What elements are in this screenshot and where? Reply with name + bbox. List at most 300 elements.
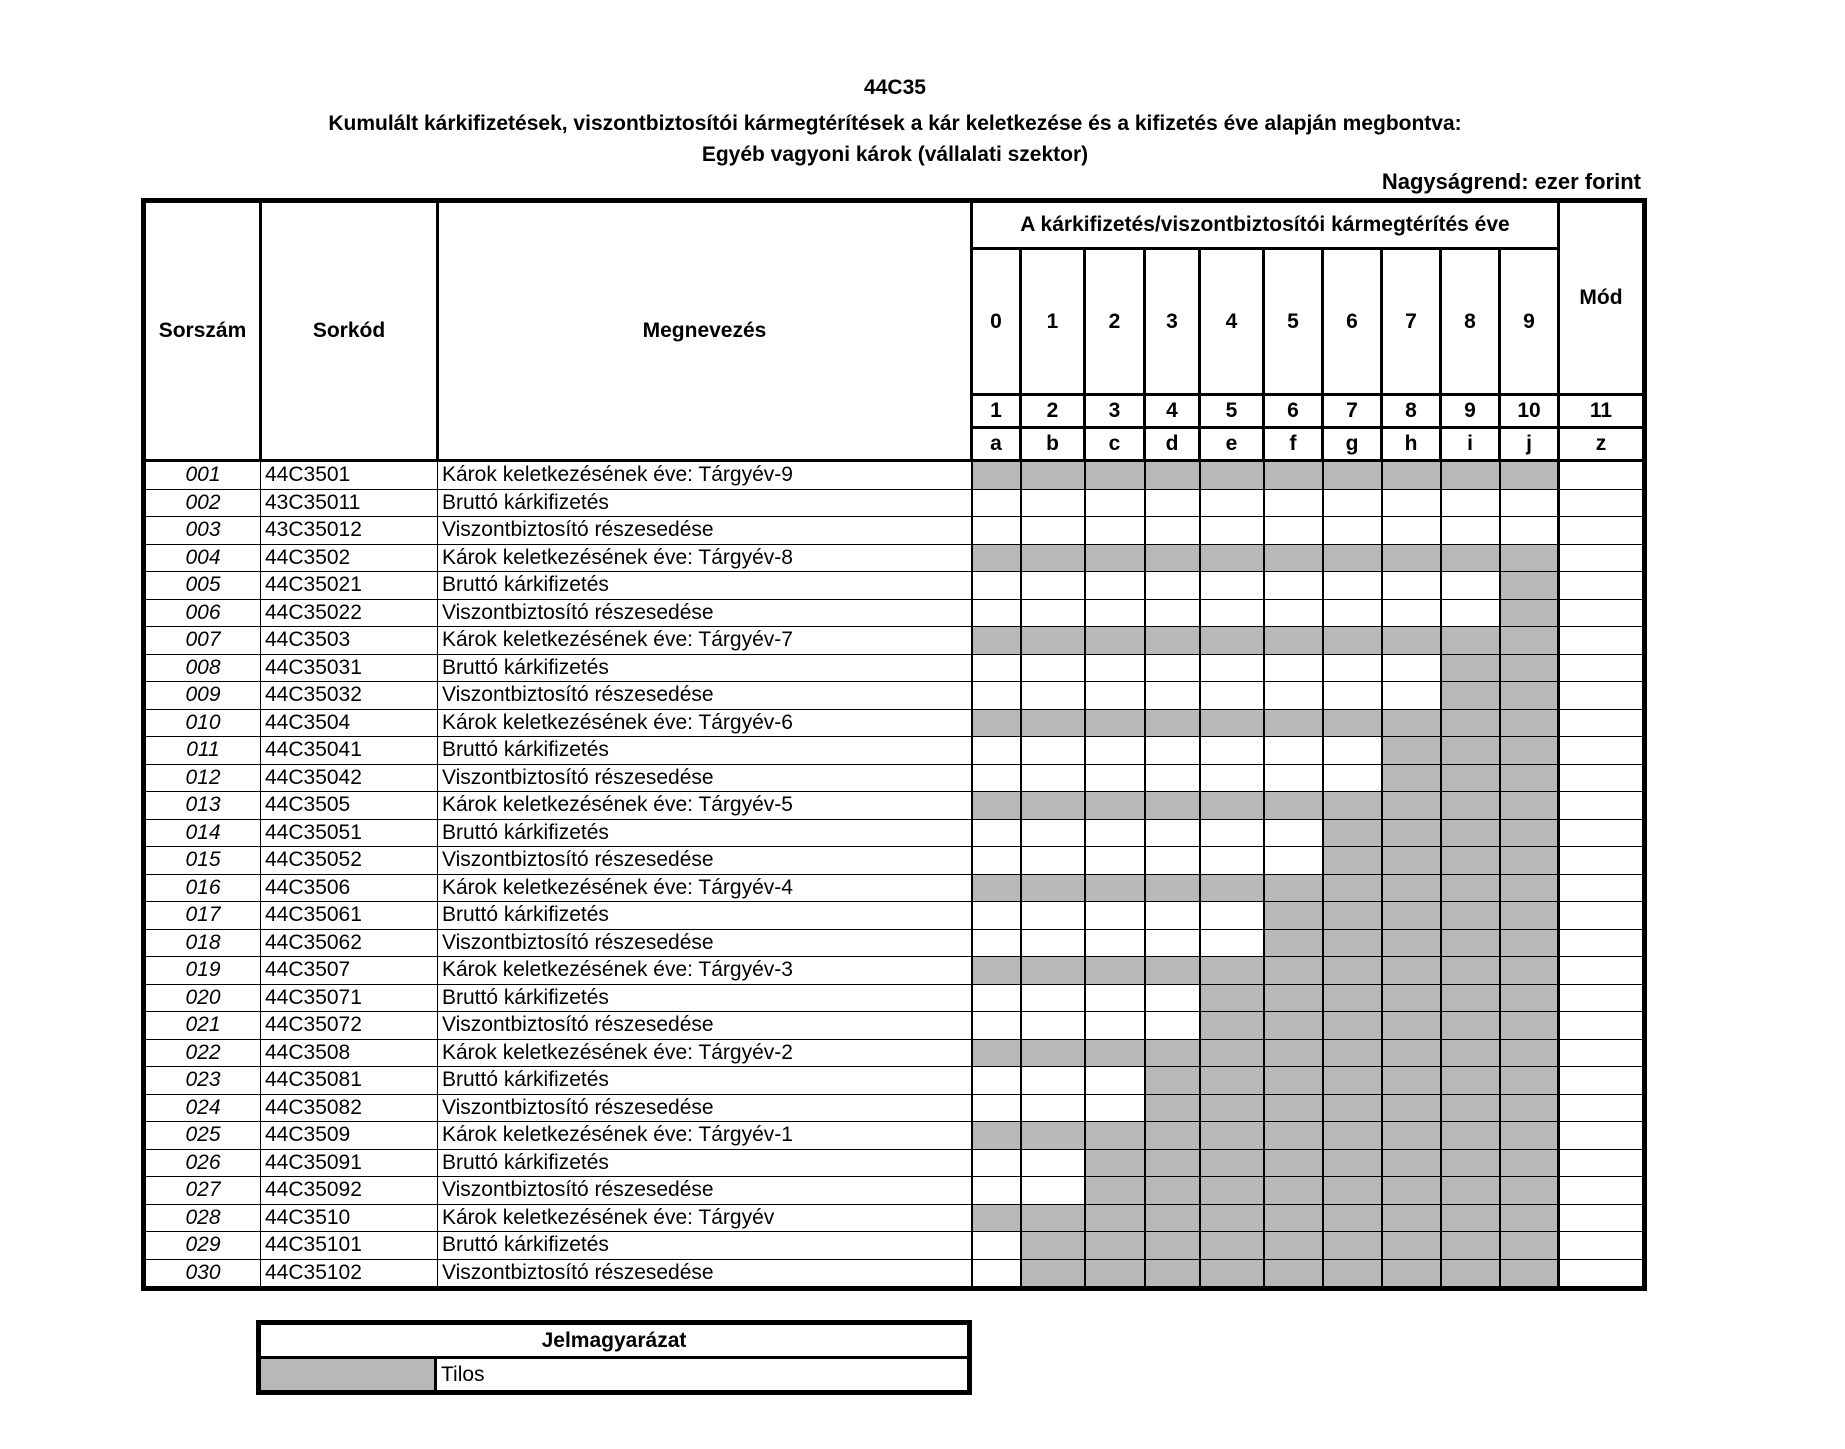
input-cell[interactable]	[1021, 1177, 1085, 1205]
forbidden-cell	[1323, 627, 1382, 655]
input-cell[interactable]	[1085, 682, 1145, 710]
row-sorszam: 024	[144, 1094, 261, 1122]
forbidden-cell	[1145, 1259, 1200, 1289]
input-cell[interactable]	[1200, 847, 1264, 875]
input-cell[interactable]	[1200, 599, 1264, 627]
input-cell[interactable]	[1021, 599, 1085, 627]
row-megnevezes: Bruttó kárkifizetés	[438, 572, 972, 600]
forbidden-cell	[972, 957, 1021, 985]
forbidden-cell	[1500, 957, 1559, 985]
input-cell[interactable]	[1200, 654, 1264, 682]
input-cell[interactable]	[1323, 654, 1382, 682]
input-cell[interactable]	[972, 1177, 1021, 1205]
forbidden-cell	[1145, 1204, 1200, 1232]
input-cell[interactable]	[1021, 764, 1085, 792]
input-cell[interactable]	[1382, 489, 1441, 517]
header-colletter-0: a	[972, 428, 1021, 461]
input-cell[interactable]	[972, 489, 1021, 517]
input-cell[interactable]	[1021, 737, 1085, 765]
forbidden-cell	[1145, 1232, 1200, 1260]
forbidden-cell	[1200, 792, 1264, 820]
input-cell[interactable]	[1264, 489, 1323, 517]
forbidden-cell	[1441, 544, 1500, 572]
mod-cell[interactable]	[1559, 792, 1645, 820]
input-cell[interactable]	[1145, 517, 1200, 545]
table-row	[144, 929, 1645, 957]
header-year-1: 1	[1021, 249, 1085, 395]
mod-cell[interactable]	[1559, 709, 1645, 737]
mod-cell[interactable]	[1559, 819, 1645, 847]
input-cell[interactable]	[972, 517, 1021, 545]
row-sorszam: 022	[144, 1039, 261, 1067]
input-cell[interactable]	[1323, 599, 1382, 627]
input-cell[interactable]	[1085, 902, 1145, 930]
input-cell[interactable]	[1085, 517, 1145, 545]
row-sorszam: 014	[144, 819, 261, 847]
forbidden-cell	[972, 874, 1021, 902]
input-cell[interactable]	[1085, 599, 1145, 627]
input-cell[interactable]	[1323, 737, 1382, 765]
input-cell[interactable]	[1264, 572, 1323, 600]
input-cell[interactable]	[972, 1094, 1021, 1122]
input-cell[interactable]	[1264, 517, 1323, 545]
mod-cell[interactable]	[1559, 957, 1645, 985]
forbidden-cell	[1382, 984, 1441, 1012]
mod-cell[interactable]	[1559, 929, 1645, 957]
input-cell[interactable]	[1200, 682, 1264, 710]
input-cell[interactable]	[972, 902, 1021, 930]
input-cell[interactable]	[1145, 572, 1200, 600]
forbidden-cell	[1500, 902, 1559, 930]
forbidden-cell	[1021, 709, 1085, 737]
row-megnevezes: Bruttó kárkifizetés	[438, 902, 972, 930]
input-cell[interactable]	[1382, 654, 1441, 682]
forbidden-cell	[1264, 1149, 1323, 1177]
row-megnevezes: Viszontbiztosító részesedése	[438, 1012, 972, 1040]
table-row	[144, 984, 1645, 1012]
input-cell[interactable]	[972, 1259, 1021, 1289]
mod-cell[interactable]	[1559, 847, 1645, 875]
mod-cell[interactable]	[1559, 1259, 1645, 1289]
row-megnevezes: Viszontbiztosító részesedése	[438, 599, 972, 627]
input-cell[interactable]	[1021, 682, 1085, 710]
input-cell[interactable]	[1264, 654, 1323, 682]
input-cell[interactable]	[1021, 489, 1085, 517]
forbidden-cell	[1085, 1204, 1145, 1232]
header-colletter-5: f	[1264, 428, 1323, 461]
input-cell[interactable]	[1441, 572, 1500, 600]
forbidden-cell	[1441, 819, 1500, 847]
input-cell[interactable]	[1085, 1067, 1145, 1095]
header-colletter-2: c	[1085, 428, 1145, 461]
header-mod: Mód	[1559, 201, 1645, 395]
forbidden-cell	[1382, 929, 1441, 957]
table-row	[144, 654, 1645, 682]
forbidden-cell	[1021, 544, 1085, 572]
row-sorszam: 008	[144, 654, 261, 682]
forbidden-cell	[1021, 461, 1085, 490]
row-sorszam: 002	[144, 489, 261, 517]
forbidden-cell	[1441, 1232, 1500, 1260]
mod-cell[interactable]	[1559, 902, 1645, 930]
forbidden-cell	[1021, 627, 1085, 655]
input-cell[interactable]	[972, 984, 1021, 1012]
page-title: Kumulált kárkifizetések, viszontbiztosítói kármegtérítések a kár keletkezése és a kifizetés éve alapján megbontva:	[328, 112, 1462, 135]
row-sorkod: 44C35042	[261, 764, 438, 792]
table-row	[144, 627, 1645, 655]
row-sorkod: 44C35082	[261, 1094, 438, 1122]
row-sorszam: 018	[144, 929, 261, 957]
forbidden-cell	[1264, 1094, 1323, 1122]
input-cell[interactable]	[1021, 847, 1085, 875]
forbidden-cell	[1145, 627, 1200, 655]
input-cell[interactable]	[1145, 929, 1200, 957]
header-colletter-3: d	[1145, 428, 1200, 461]
header-colnum-0: 1	[972, 395, 1021, 428]
input-cell[interactable]	[1021, 654, 1085, 682]
forbidden-cell	[1441, 764, 1500, 792]
forbidden-cell	[1085, 1122, 1145, 1150]
row-sorkod: 44C3501	[261, 461, 438, 490]
row-sorkod: 44C35072	[261, 1012, 438, 1040]
input-cell[interactable]	[1021, 929, 1085, 957]
input-cell[interactable]	[1200, 737, 1264, 765]
table-row	[144, 1259, 1645, 1289]
input-cell[interactable]	[1085, 1012, 1145, 1040]
mod-cell[interactable]	[1559, 737, 1645, 765]
input-cell[interactable]	[1200, 902, 1264, 930]
forbidden-cell	[1200, 984, 1264, 1012]
forbidden-cell	[1441, 957, 1500, 985]
input-cell[interactable]	[1264, 737, 1323, 765]
mod-cell[interactable]	[1559, 1039, 1645, 1067]
forbidden-cell	[1085, 461, 1145, 490]
forbidden-cell	[1441, 902, 1500, 930]
forbidden-cell	[1382, 737, 1441, 765]
row-megnevezes: Bruttó kárkifizetés	[438, 1232, 972, 1260]
row-sorkod: 44C3506	[261, 874, 438, 902]
forbidden-cell	[1323, 1122, 1382, 1150]
forbidden-cell	[1441, 1149, 1500, 1177]
input-cell[interactable]	[972, 654, 1021, 682]
mod-cell[interactable]	[1559, 1149, 1645, 1177]
table-row	[144, 792, 1645, 820]
row-megnevezes: Bruttó kárkifizetés	[438, 819, 972, 847]
input-cell[interactable]	[972, 1067, 1021, 1095]
forbidden-cell	[1441, 1094, 1500, 1122]
forbidden-cell	[1085, 792, 1145, 820]
input-cell[interactable]	[1145, 654, 1200, 682]
input-cell[interactable]	[1021, 1149, 1085, 1177]
input-cell[interactable]	[972, 819, 1021, 847]
mod-cell[interactable]	[1559, 764, 1645, 792]
forbidden-cell	[1200, 1232, 1264, 1260]
mod-cell[interactable]	[1559, 489, 1645, 517]
forbidden-cell	[1441, 1067, 1500, 1095]
header-year-6: 6	[1323, 249, 1382, 395]
input-cell[interactable]	[1382, 599, 1441, 627]
mod-cell[interactable]	[1559, 1204, 1645, 1232]
input-cell[interactable]	[1021, 902, 1085, 930]
forbidden-cell	[1500, 1259, 1559, 1289]
mod-cell[interactable]	[1559, 682, 1645, 710]
row-sorszam: 003	[144, 517, 261, 545]
forbidden-cell	[1382, 1177, 1441, 1205]
row-megnevezes: Károk keletkezésének éve: Tárgyév-7	[438, 627, 972, 655]
forbidden-cell	[1441, 929, 1500, 957]
input-cell[interactable]	[1085, 929, 1145, 957]
input-cell[interactable]	[1145, 984, 1200, 1012]
input-cell[interactable]	[1021, 1012, 1085, 1040]
forbidden-cell	[1145, 1039, 1200, 1067]
header-year-9: 9	[1500, 249, 1559, 395]
mod-cell[interactable]	[1559, 654, 1645, 682]
forbidden-cell	[1382, 1012, 1441, 1040]
input-cell[interactable]	[1145, 1012, 1200, 1040]
forbidden-cell	[1382, 1149, 1441, 1177]
forbidden-cell	[1441, 1204, 1500, 1232]
input-cell[interactable]	[1145, 489, 1200, 517]
mod-cell[interactable]	[1559, 1012, 1645, 1040]
header-colnum-8: 9	[1441, 395, 1500, 428]
input-cell[interactable]	[1085, 572, 1145, 600]
legend-title: Jelmagyarázat	[259, 1323, 970, 1358]
forbidden-cell	[1085, 1259, 1145, 1289]
forbidden-cell	[1200, 1149, 1264, 1177]
input-cell[interactable]	[972, 764, 1021, 792]
forbidden-cell	[1145, 792, 1200, 820]
input-cell[interactable]	[1145, 764, 1200, 792]
forbidden-cell	[1382, 792, 1441, 820]
table-row	[144, 1204, 1645, 1232]
input-cell[interactable]	[1200, 929, 1264, 957]
mod-cell[interactable]	[1559, 544, 1645, 572]
input-cell[interactable]	[1085, 654, 1145, 682]
input-cell[interactable]	[1021, 1067, 1085, 1095]
input-cell[interactable]	[1145, 599, 1200, 627]
row-megnevezes: Károk keletkezésének éve: Tárgyév-8	[438, 544, 972, 572]
forbidden-cell	[1200, 1039, 1264, 1067]
forbidden-cell	[1500, 544, 1559, 572]
input-cell[interactable]	[1323, 682, 1382, 710]
row-sorkod: 43C35011	[261, 489, 438, 517]
mod-cell[interactable]	[1559, 984, 1645, 1012]
forbidden-cell	[1382, 1122, 1441, 1150]
input-cell[interactable]	[1264, 819, 1323, 847]
forbidden-cell	[1264, 709, 1323, 737]
forbidden-cell	[1441, 984, 1500, 1012]
row-sorkod: 44C3504	[261, 709, 438, 737]
input-cell[interactable]	[1021, 819, 1085, 847]
forbidden-cell	[1323, 1259, 1382, 1289]
forbidden-cell	[1500, 1012, 1559, 1040]
input-cell[interactable]	[1264, 847, 1323, 875]
input-cell[interactable]	[1264, 682, 1323, 710]
input-cell[interactable]	[1085, 489, 1145, 517]
input-cell[interactable]	[1323, 572, 1382, 600]
forbidden-cell	[1500, 1122, 1559, 1150]
header-megnevezes: Megnevezés	[438, 201, 972, 461]
forbidden-cell	[1323, 1094, 1382, 1122]
forbidden-cell	[1085, 1177, 1145, 1205]
input-cell[interactable]	[1323, 764, 1382, 792]
forbidden-cell	[1145, 544, 1200, 572]
row-sorkod: 44C35081	[261, 1067, 438, 1095]
row-sorkod: 44C35061	[261, 902, 438, 930]
forbidden-cell	[1500, 627, 1559, 655]
forbidden-cell	[1500, 984, 1559, 1012]
forbidden-cell	[972, 1122, 1021, 1150]
row-sorkod: 44C35022	[261, 599, 438, 627]
input-cell[interactable]	[1085, 764, 1145, 792]
row-megnevezes: Bruttó kárkifizetés	[438, 984, 972, 1012]
header-colnum-5: 6	[1264, 395, 1323, 428]
input-cell[interactable]	[1021, 572, 1085, 600]
input-cell[interactable]	[1145, 902, 1200, 930]
forbidden-cell	[1323, 1067, 1382, 1095]
forbidden-cell	[1323, 929, 1382, 957]
mod-cell[interactable]	[1559, 1067, 1645, 1095]
forbidden-cell	[1085, 1232, 1145, 1260]
forbidden-cell	[1323, 792, 1382, 820]
input-cell[interactable]	[1200, 572, 1264, 600]
forbidden-cell	[1264, 1067, 1323, 1095]
forbidden-cell	[1085, 874, 1145, 902]
row-megnevezes: Bruttó kárkifizetés	[438, 489, 972, 517]
input-cell[interactable]	[1021, 517, 1085, 545]
input-cell[interactable]	[1323, 517, 1382, 545]
input-cell[interactable]	[972, 599, 1021, 627]
input-cell[interactable]	[972, 1149, 1021, 1177]
forbidden-cell	[1264, 1259, 1323, 1289]
input-cell[interactable]	[1085, 1094, 1145, 1122]
row-sorszam: 007	[144, 627, 261, 655]
forbidden-cell	[1500, 461, 1559, 490]
forbidden-cell	[1323, 1232, 1382, 1260]
row-sorkod: 44C35062	[261, 929, 438, 957]
header-year-2: 2	[1085, 249, 1145, 395]
input-cell[interactable]	[1382, 572, 1441, 600]
forbidden-cell	[972, 627, 1021, 655]
mod-cell[interactable]	[1559, 1177, 1645, 1205]
input-cell[interactable]	[972, 737, 1021, 765]
forbidden-cell	[1021, 792, 1085, 820]
input-cell[interactable]	[972, 847, 1021, 875]
input-cell[interactable]	[972, 929, 1021, 957]
forbidden-cell	[1145, 709, 1200, 737]
table-row	[144, 572, 1645, 600]
input-cell[interactable]	[972, 682, 1021, 710]
row-megnevezes: Viszontbiztosító részesedése	[438, 847, 972, 875]
row-sorkod: 44C35051	[261, 819, 438, 847]
row-sorszam: 006	[144, 599, 261, 627]
input-cell[interactable]	[1200, 489, 1264, 517]
mod-cell[interactable]	[1559, 461, 1645, 490]
forbidden-cell	[1382, 847, 1441, 875]
input-cell[interactable]	[972, 572, 1021, 600]
forbidden-cell	[1021, 1259, 1085, 1289]
mod-cell[interactable]	[1559, 874, 1645, 902]
forbidden-cell	[1500, 1204, 1559, 1232]
header-colletter-10: z	[1559, 428, 1645, 461]
input-cell[interactable]	[1382, 682, 1441, 710]
mod-cell[interactable]	[1559, 1094, 1645, 1122]
table-row	[144, 461, 1645, 490]
mod-cell[interactable]	[1559, 572, 1645, 600]
input-cell[interactable]	[1085, 819, 1145, 847]
input-cell[interactable]	[1323, 489, 1382, 517]
mod-cell[interactable]	[1559, 599, 1645, 627]
row-sorszam: 025	[144, 1122, 261, 1150]
row-megnevezes: Károk keletkezésének éve: Tárgyév-2	[438, 1039, 972, 1067]
forbidden-cell	[1200, 957, 1264, 985]
row-sorszam: 005	[144, 572, 261, 600]
input-cell[interactable]	[1200, 517, 1264, 545]
row-sorszam: 011	[144, 737, 261, 765]
mod-cell[interactable]	[1559, 1232, 1645, 1260]
header-colletter-7: h	[1382, 428, 1441, 461]
input-cell[interactable]	[1441, 599, 1500, 627]
input-cell[interactable]	[1085, 847, 1145, 875]
table-row	[144, 902, 1645, 930]
forbidden-cell	[972, 1204, 1021, 1232]
forbidden-cell	[1382, 461, 1441, 490]
input-cell[interactable]	[1085, 737, 1145, 765]
input-cell[interactable]	[1441, 489, 1500, 517]
input-cell[interactable]	[1085, 984, 1145, 1012]
forbidden-cell	[1382, 874, 1441, 902]
forbidden-cell	[1200, 544, 1264, 572]
header-year-5: 5	[1264, 249, 1323, 395]
input-cell[interactable]	[1145, 682, 1200, 710]
input-cell[interactable]	[1145, 737, 1200, 765]
table-row	[144, 1094, 1645, 1122]
input-cell[interactable]	[1264, 599, 1323, 627]
input-cell[interactable]	[1441, 517, 1500, 545]
table-row	[144, 1039, 1645, 1067]
forbidden-cell	[1200, 1259, 1264, 1289]
row-sorszam: 028	[144, 1204, 261, 1232]
input-cell[interactable]	[1264, 764, 1323, 792]
mod-cell[interactable]	[1559, 1122, 1645, 1150]
input-cell[interactable]	[1145, 847, 1200, 875]
input-cell[interactable]	[1200, 819, 1264, 847]
input-cell[interactable]	[972, 1232, 1021, 1260]
forbidden-cell	[1323, 984, 1382, 1012]
row-megnevezes: Károk keletkezésének éve: Tárgyév-5	[438, 792, 972, 820]
input-cell[interactable]	[972, 1012, 1021, 1040]
input-cell[interactable]	[1021, 1094, 1085, 1122]
input-cell[interactable]	[1500, 489, 1559, 517]
mod-cell[interactable]	[1559, 627, 1645, 655]
forbidden-cell	[1085, 957, 1145, 985]
input-cell[interactable]	[1200, 764, 1264, 792]
input-cell[interactable]	[1500, 517, 1559, 545]
input-cell[interactable]	[1382, 517, 1441, 545]
forbidden-cell	[1085, 709, 1145, 737]
header-year-0: 0	[972, 249, 1021, 395]
input-cell[interactable]	[1021, 984, 1085, 1012]
forbidden-cell	[1264, 461, 1323, 490]
forbidden-cell	[1264, 627, 1323, 655]
mod-cell[interactable]	[1559, 517, 1645, 545]
input-cell[interactable]	[1145, 819, 1200, 847]
forbidden-cell	[1500, 874, 1559, 902]
forbidden-cell	[1500, 1232, 1559, 1260]
row-megnevezes: Károk keletkezésének éve: Tárgyév	[438, 1204, 972, 1232]
forbidden-cell	[1382, 819, 1441, 847]
forbidden-cell	[1500, 737, 1559, 765]
